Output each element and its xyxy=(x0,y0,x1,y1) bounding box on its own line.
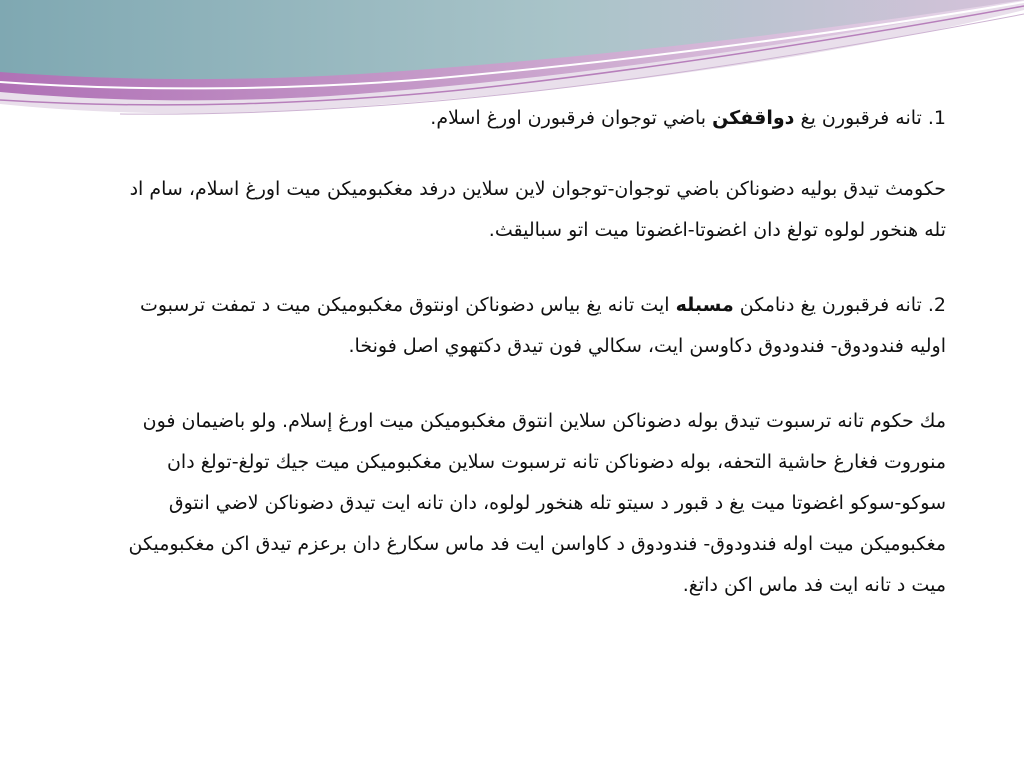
paragraph-2: حكومث تيدق بوليه دضوناكن باضي توجوان-توجوان لاين سلاين درفد مغكبوميكن ميت اورغ اسلام، سام اد تله هنخور لولوه تولغ دان اغضوتا-اغضوتا ميت اتو سباليقث. xyxy=(129,178,946,241)
paragraph-3: 2. تانه فرقبورن يغ دنامكن مسبله ايت تانه يغ بياس دضوناكن اونتوق مغكبوميكن ميت د تمفت ترسبوت اوليه فندودوق- فندودوق دكاوسن ايت، سكالي فون تيدق دكتهوي اصل فونخا. xyxy=(139,294,946,357)
paragraph-1: 1. تانه فرقبورن يغ دواقفكن باضي توجوان فرقبورن اورغ اسلام. xyxy=(430,107,946,129)
text-body xyxy=(110,98,946,606)
paragraph-4: مك حكوم تانه ترسبوت تيدق بوله دضوناكن سلاين انتوق مغكبوميكن ميت اورغ إسلام. ولو باضيمان فون منوروت فغارغ حاشية التحفه، بوله دضوناكن تانه ترسبوت سلاين مغكبوميكن ميت جيك تولغ-تولغ دان سوكو-سوكو اغضوتا ميت يغ د قبور د سيتو تله هنخور لولوه، دان تانه ايت تيدق دضوناكن لاضي انتوق مغكبوميكن ميت اوله فندودوق- فندودوق د كاواسن ايت فد ماس سكارغ دان برعزم تيدق اكن مغكبوميكن ميت د تانه ايت فد ماس اكن داتغ. xyxy=(128,410,946,596)
